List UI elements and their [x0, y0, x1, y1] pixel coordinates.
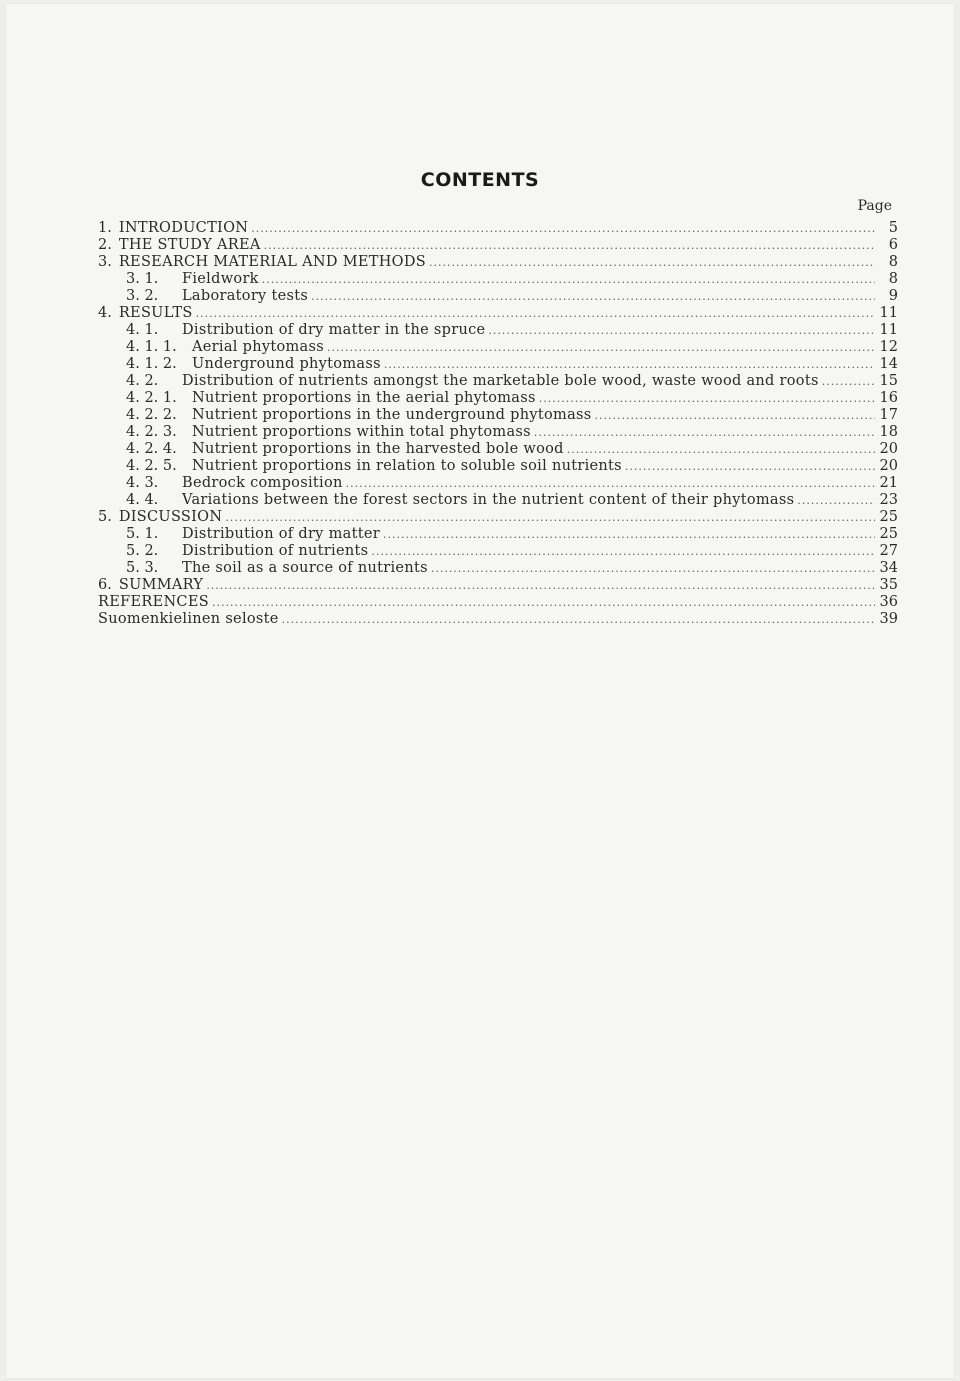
table-of-contents — [98, 220, 898, 628]
toc-entry — [98, 509, 898, 526]
toc-entry-number: 4. 1. 1. — [126, 339, 177, 355]
toc-entry — [98, 560, 898, 577]
toc-entry — [98, 492, 898, 509]
toc-leader-dots — [539, 390, 875, 407]
toc-entry-number: 4. 2. 4. — [126, 441, 177, 457]
toc-entry-number: 4. 2. 3. — [126, 424, 177, 440]
toc-entry — [98, 424, 898, 441]
toc-entry — [98, 543, 898, 560]
toc-entry — [98, 390, 898, 407]
toc-entry — [98, 237, 898, 254]
toc-entry — [98, 611, 898, 628]
toc-entry-title: THE STUDY AREA — [118, 237, 261, 253]
toc-leader-dots — [383, 526, 875, 543]
toc-entry-title: The soil as a source of nutrients — [182, 560, 428, 576]
toc-entry-page: 36 — [879, 594, 898, 610]
toc-entry-number: 4. 2. 1. — [126, 390, 177, 406]
toc-entry-page: 12 — [879, 339, 898, 355]
toc-entry — [98, 288, 898, 305]
toc-entry-number: 5. 2. — [126, 543, 159, 559]
toc-entry-title: DISCUSSION — [118, 509, 223, 525]
toc-entry-page: 23 — [879, 492, 898, 508]
toc-entry-title: Aerial phytomass — [192, 339, 324, 355]
toc-entry — [98, 271, 898, 288]
toc-entry-title: Nutrient proportions in relation to soluble soil nutrients — [192, 458, 622, 474]
toc-leader-dots — [251, 220, 875, 237]
toc-entry-number: 3. 2. — [126, 288, 159, 304]
toc-leader-dots — [625, 458, 875, 475]
toc-leader-dots — [534, 424, 875, 441]
toc-entry-page: 27 — [879, 543, 898, 559]
toc-entry-title: Underground phytomass — [192, 356, 381, 372]
toc-entry-title: Distribution of dry matter in the spruce — [182, 322, 486, 338]
toc-entry — [98, 441, 898, 458]
toc-entry — [98, 475, 898, 492]
toc-entry-number: 3. 1. — [126, 271, 159, 287]
toc-entry-title: INTRODUCTION — [118, 220, 249, 236]
toc-entry-title: SUMMARY — [118, 577, 204, 593]
toc-entry-title: Laboratory tests — [182, 288, 309, 304]
toc-leader-dots — [567, 441, 875, 458]
toc-entry-number: 3. — [98, 254, 112, 270]
toc-leader-dots — [225, 509, 875, 526]
toc-entry-number: 4. 1. 2. — [126, 356, 177, 372]
toc-entry-page: 14 — [879, 356, 898, 372]
toc-leader-dots — [196, 305, 875, 322]
toc-leader-dots — [431, 560, 875, 577]
toc-entry-number: 4. 2. — [126, 373, 159, 389]
toc-entry-number: 1. — [98, 220, 112, 236]
toc-entry-title: Fieldwork — [182, 271, 259, 287]
toc-entry-title: Distribution of dry matter — [182, 526, 380, 542]
toc-leader-dots — [595, 407, 875, 424]
toc-entry-title: Distribution of nutrients amongst the marketable bole wood, waste wood and roots — [182, 373, 819, 389]
toc-entry-number: 4. 4. — [126, 492, 159, 508]
toc-entry-page: 9 — [888, 288, 898, 304]
page-column-label: Page — [857, 198, 892, 214]
toc-entry-title: REFERENCES — [98, 594, 209, 610]
toc-entry-page: 6 — [888, 237, 898, 253]
toc-entry-page: 25 — [879, 526, 898, 542]
toc-entry-page: 20 — [879, 441, 898, 457]
toc-entry-title: Nutrient proportions in the harvested bole wood — [192, 441, 564, 457]
toc-leader-dots — [212, 594, 875, 611]
toc-entry-title: Variations between the forest sectors in the nutrient content of their phytomass — [182, 492, 795, 508]
toc-entry-title: Nutrient proportions within total phytomass — [192, 424, 531, 440]
toc-entry-title: RESEARCH MATERIAL AND METHODS — [118, 254, 427, 270]
toc-leader-dots — [311, 288, 875, 305]
toc-entry-number: 5. 1. — [126, 526, 159, 542]
toc-entry-number: 5. 3. — [126, 560, 159, 576]
toc-entry-title: Nutrient proportions in the aerial phytomass — [192, 390, 536, 406]
toc-entry-page: 25 — [879, 509, 898, 525]
toc-entry — [98, 458, 898, 475]
toc-entry-page: 11 — [879, 322, 898, 338]
toc-entry — [98, 373, 898, 390]
toc-entry-page: 17 — [879, 407, 898, 423]
toc-entry-page: 34 — [879, 560, 898, 576]
toc-leader-dots — [797, 492, 875, 509]
toc-leader-dots — [384, 356, 875, 373]
toc-leader-dots — [327, 339, 875, 356]
toc-entry — [98, 254, 898, 271]
toc-entry-number: 6. — [98, 577, 112, 593]
toc-entry-page: 15 — [879, 373, 898, 389]
toc-entry-page: 11 — [879, 305, 898, 321]
toc-entry — [98, 220, 898, 237]
toc-entry-page: 39 — [879, 611, 898, 627]
toc-entry-number: 4. 2. 2. — [126, 407, 177, 423]
toc-entry-number: 4. 2. 5. — [126, 458, 177, 474]
toc-entry — [98, 322, 898, 339]
toc-leader-dots — [429, 254, 875, 271]
toc-entry-title: Bedrock composition — [182, 475, 343, 491]
toc-entry-title: Distribution of nutrients — [182, 543, 369, 559]
document-page — [6, 4, 954, 1378]
toc-entry-page: 8 — [888, 254, 898, 270]
toc-leader-dots — [282, 611, 875, 628]
toc-leader-dots — [206, 577, 875, 594]
toc-leader-dots — [371, 543, 875, 560]
toc-entry — [98, 577, 898, 594]
toc-entry-page: 20 — [879, 458, 898, 474]
toc-entry-title: Suomenkielinen seloste — [98, 611, 279, 627]
toc-entry-number: 4. 1. — [126, 322, 159, 338]
toc-entry — [98, 594, 898, 611]
toc-entry — [98, 356, 898, 373]
toc-entry-number: 4. — [98, 305, 112, 321]
toc-entry-page: 8 — [888, 271, 898, 287]
toc-entry — [98, 407, 898, 424]
toc-leader-dots — [488, 322, 875, 339]
toc-leader-dots — [346, 475, 875, 492]
toc-entry-page: 5 — [888, 220, 898, 236]
toc-entry-title: Nutrient proportions in the underground phytomass — [192, 407, 592, 423]
toc-leader-dots — [264, 237, 875, 254]
toc-entry-number: 2. — [98, 237, 112, 253]
toc-entry-title: RESULTS — [118, 305, 193, 321]
toc-entry — [98, 339, 898, 356]
toc-entry-page: 18 — [879, 424, 898, 440]
toc-entry — [98, 526, 898, 543]
toc-entry-page: 21 — [879, 475, 898, 491]
toc-entry-number: 5. — [98, 509, 112, 525]
toc-leader-dots — [262, 271, 875, 288]
toc-entry-page: 35 — [879, 577, 898, 593]
page-title: CONTENTS — [420, 169, 540, 191]
toc-entry — [98, 305, 898, 322]
toc-leader-dots — [822, 373, 875, 390]
toc-entry-page: 16 — [879, 390, 898, 406]
toc-entry-number: 4. 3. — [126, 475, 159, 491]
